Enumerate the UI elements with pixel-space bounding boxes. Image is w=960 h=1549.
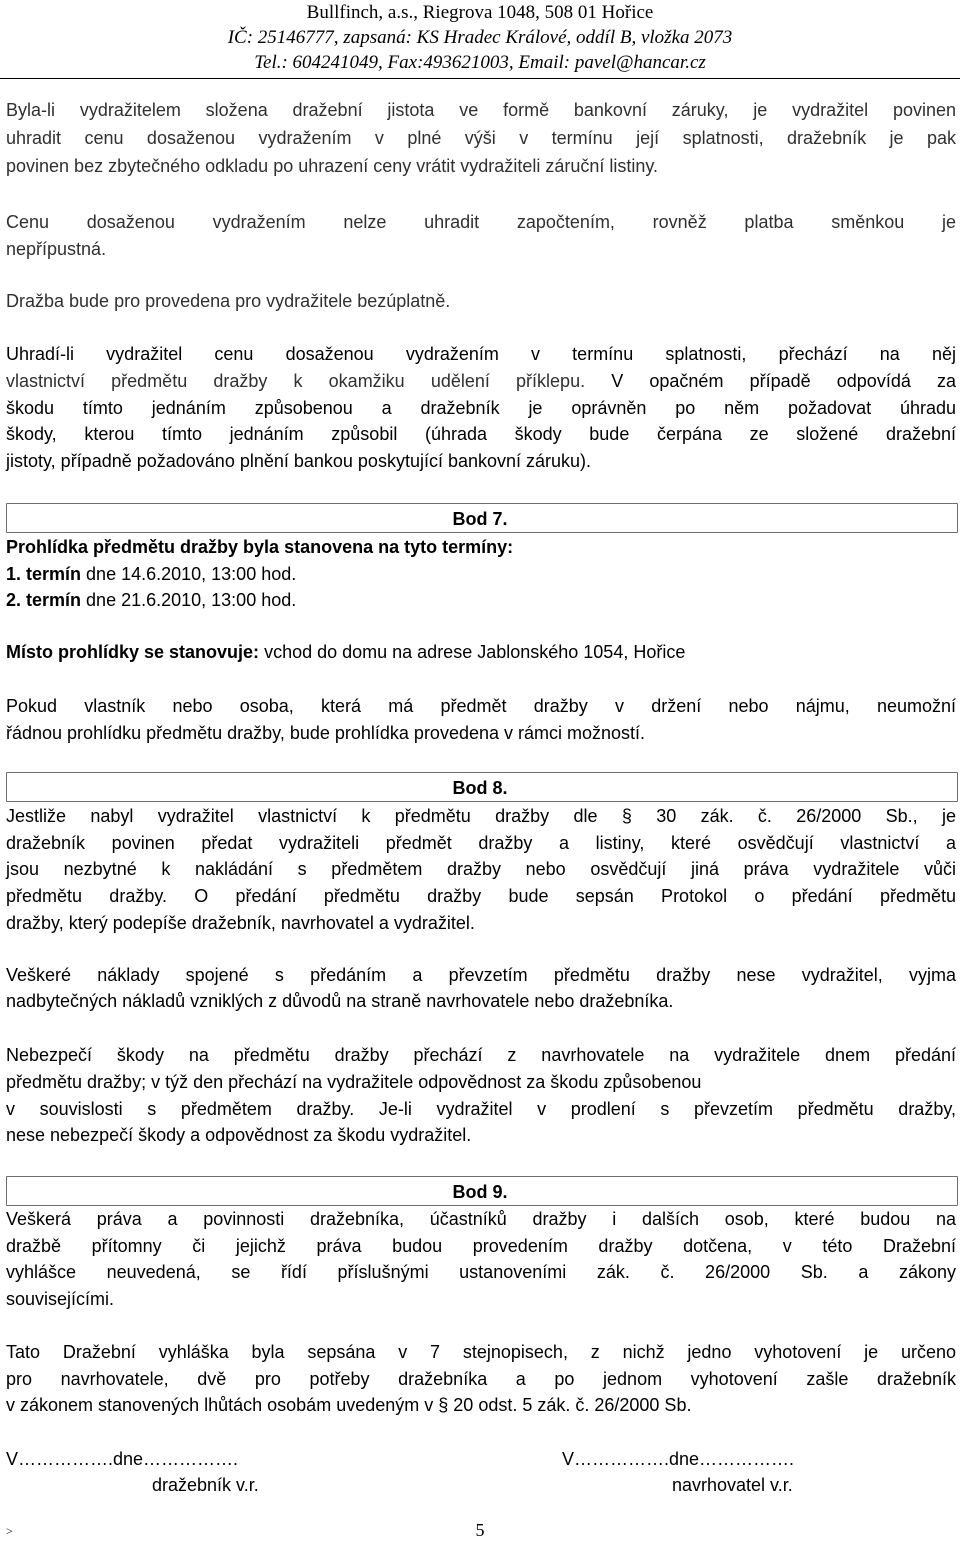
paragraph-line: nadbytečných nákladů vzniklých z důvodů na straně navrhovatele nebo dražebníka. (6, 991, 674, 1011)
paragraph-line: vyhlášce neuvedená, se řídí příslušnými ustanoveními zák. č. 26/2000 Sb. a zákony (6, 1262, 956, 1282)
paragraph-line: Byla-li vydražitelem složena dražební jistota ve formě bankovní záruky, je vydražitel povinen (6, 100, 956, 120)
term-label: 2. termín (6, 590, 82, 610)
paragraph-line: v souvislosti s předmětem dražby. Je-li vydražitel v prodlení s převzetím předmětu dražby, (6, 1099, 956, 1119)
paragraph-line: dražbě přítomny či jejichž práva budou provedením dražby dotčena, v této Dražební (6, 1236, 956, 1256)
paragraph-line: řádnou prohlídku předmětu dražby, bude prohlídka provedena v rámci možností. (6, 723, 646, 743)
paragraph-line: nese nebezpečí škody a odpovědnost za škodu vydražitel. (6, 1125, 472, 1145)
section-symbol: § (621, 806, 632, 826)
letterhead-contact: Tel.: 604241049, Fax:493621003, Email: pavel@hancar.cz (254, 52, 706, 73)
signature-place-date-right: V…………….dne……………. (562, 1449, 795, 1469)
paragraph-line: škodu tímto jednáním způsobenou a dražebník je oprávněn po něm požadovat úhradu (6, 398, 956, 418)
paragraph-line (6, 1392, 956, 1418)
paragraph-line: předmětu dražby. O předání předmětu dražby bude sepsán Protokol o předání předmětu (6, 886, 956, 906)
paragraph-line: dražby, který podepíše dražebník, navrhovatel a vydražitel. (6, 913, 475, 933)
paragraph-line: Tato Dražební vyhláška byla sepsána v 7 stejnopisech, z nichž jedno vyhotovení je určeno (6, 1342, 956, 1362)
paragraph-line: Veškerá práva a povinnosti dražebníka, účastníků dražby i dalších osob, které budou na (6, 1209, 956, 1229)
paragraph-line: Pokud vlastník nebo osoba, která má předmět dražby v držení nebo nájmu, neumožní (6, 696, 956, 716)
section-heading-bod7: Bod 7. (452, 509, 508, 529)
term-label: 1. termín (6, 564, 82, 584)
paragraph-line: Uhradí-li vydražitel cenu dosaženou vydražením v termínu splatnosti, přechází na něj (6, 344, 956, 364)
law-reference: 30 zák. č. 26/2000 Sb. (656, 806, 913, 826)
signature-role-left: dražebník v.r. (152, 1475, 259, 1495)
viewing-term-2 (6, 587, 956, 613)
text-run: Jestliže nabyl vydražitel vlastnictví k předmětu dražby dle (6, 806, 598, 826)
place-label: Místo prohlídky se stanovuje: (6, 642, 260, 662)
paragraph-line: jistoty, případně požadováno plnění bankou poskytující bankovní záruku). (6, 451, 592, 471)
text-run: v zákonem stanovených lhůtách osobám uvedeným v (6, 1395, 434, 1415)
paragraph-line: jsou nezbytné k nakládání s předmětem dražby nebo osvědčují jiná práva vydražitele vůči (6, 859, 956, 879)
viewing-place (6, 639, 956, 665)
paragraph-line (6, 368, 956, 394)
viewing-term-1 (6, 561, 956, 587)
header-rule (0, 78, 960, 79)
paragraph-line: souvisejícími. (6, 1289, 115, 1309)
page-number: 5 (475, 1520, 485, 1540)
paragraph-line: dražebník povinen předat vydražiteli předmět dražby a listiny, které osvědčují vlastnictví a (6, 833, 956, 853)
viewing-title: Prohlídka předmětu dražby byla stanovena na tyto termíny: (6, 537, 514, 557)
paragraph-line: Cenu dosaženou vydražením nelze uhradit započtením, rovněž platba směnkou je (6, 212, 956, 232)
paragraph-line (6, 803, 956, 829)
paragraph-line: Nebezpečí škody na předmětu dražby přechází z navrhovatele na vydražitele dnem předání (6, 1045, 956, 1065)
paragraph-line: Veškeré náklady spojené s předáním a převzetím předmětu dražby nese vydražitel, vyjma (6, 965, 956, 985)
section-heading-bod9: Bod 9. (452, 1182, 508, 1202)
paragraph-line: předmětu dražby; v týž den přechází na vydražitele odpovědnost za škodu způsobenou (6, 1072, 702, 1092)
paragraph-line: pro navrhovatele, dvě pro potřeby dražebníka a po jednom vyhotovení zašle dražebník (6, 1369, 956, 1389)
transfer-clause: vlastnictví předmětu dražby k okamžiku udělení příklepu. (6, 371, 586, 391)
paragraph-line: uhradit cenu dosaženou vydražením v plné výši v termínu její splatnosti, dražebník je pak (6, 128, 956, 148)
place-value: vchod do domu na adrese Jablonského 1054, Hořice (264, 642, 686, 662)
text-run: , je (912, 806, 957, 826)
section-symbol: § (438, 1395, 449, 1415)
signature-role-right: navrhovatel v.r. (672, 1475, 793, 1495)
footer-mark: > (6, 1524, 13, 1538)
law-reference: 20 odst. 5 zák. č. 26/2000 Sb. (453, 1395, 692, 1415)
paragraph-line: nepřípustná. (6, 239, 107, 259)
letterhead-registration: IČ: 25146777, zapsaná: KS Hradec Králové, oddíl B, vložka 2073 (227, 27, 733, 48)
paragraph-line: Dražba bude pro provedena pro vydražitele bezúplatně. (6, 291, 451, 311)
paragraph-line: škody, kterou tímto jednáním způsobil (úhrada škody bude čerpána ze složené dražební (6, 424, 956, 444)
signature-place-date-left: V…………….dne……………. (6, 1449, 239, 1469)
section-heading-bod8: Bod 8. (452, 778, 508, 798)
paragraph-line: povinen bez zbytečného odkladu po uhrazení ceny vrátit vydražiteli záruční listiny. (6, 156, 659, 176)
liability-clause: V opačném případě odpovídá za (611, 371, 956, 391)
term-value: dne 21.6.2010, 13:00 hod. (86, 590, 297, 610)
term-value: dne 14.6.2010, 13:00 hod. (86, 564, 297, 584)
letterhead-company: Bullfinch, a.s., Riegrova 1048, 508 01 Hořice (306, 2, 654, 23)
